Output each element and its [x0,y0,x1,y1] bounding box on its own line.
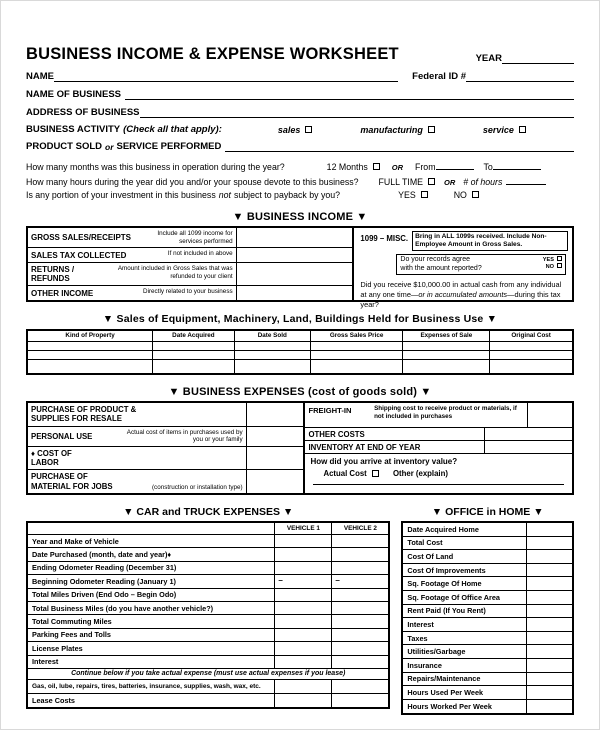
column-header: Kind of Property [28,331,153,341]
row-label: Gas, oil, lube, repairs, tires, batteries, insurance, supplies, wash, wax, etc. [32,683,261,691]
empty-cell[interactable] [403,342,490,350]
column-header: Expenses of Sale [403,331,490,341]
product-sold-field[interactable] [225,141,574,152]
year-field[interactable] [502,53,574,64]
vehicle2-cell[interactable] [331,656,388,668]
row-label: Utilities/Garbage [407,647,466,657]
empty-cell[interactable] [235,360,311,373]
table-row [403,618,572,632]
equipment-sales-table [26,329,574,375]
inventory-row [305,441,572,454]
sales-checkbox[interactable] [305,126,312,133]
inventory-label: INVENTORY AT END OF YEAR [308,443,421,452]
vehicle2-cell[interactable] [331,535,388,547]
car-truck-section [26,506,390,715]
empty-cell[interactable] [403,351,490,359]
office-in-home-title: ▼ OFFICE in HOME ▼ [431,506,544,518]
option-service-label: service [482,124,514,135]
column-header: Date Sold [235,331,311,341]
misc-1099-panel [354,228,572,309]
misc-1099-label: 1099 – MISC. [360,234,409,243]
vehicle1-cell[interactable]: – [274,575,331,587]
row-label: Cost Of Improvements [407,565,486,575]
vehicle1-cell[interactable] [274,589,331,601]
table-row [403,523,572,537]
manufacturing-checkbox[interactable] [428,126,435,133]
vehicle1-cell[interactable] [274,694,331,707]
value-cell[interactable] [526,537,572,550]
row-label: Sq. Footage Of Home [407,579,482,589]
value-cell[interactable] [526,700,572,714]
name-field[interactable] [54,71,398,82]
vehicle1-header: VEHICLE 1 [274,523,331,534]
row-label: Taxes [407,633,428,643]
row-label: PURCHASE OF MATERIAL FOR JOBS [31,472,113,491]
payback-yes-label: YES [398,190,416,200]
amount-cell[interactable] [527,403,572,427]
amount-cell[interactable] [236,286,353,300]
payback-not: not [218,190,231,200]
value-cell[interactable] [526,686,572,699]
vehicle-header-row [28,523,388,535]
table-row [28,656,388,669]
business-activity-row [26,124,574,135]
service-checkbox[interactable] [519,126,526,133]
vehicle1-cell[interactable] [274,535,331,547]
table-row [28,470,303,493]
car-truck-title: ▼ CAR and TRUCK EXPENSES ▼ [123,506,294,518]
vehicle1-cell[interactable] [274,656,331,668]
year-label: YEAR [475,53,502,64]
full-time-label: FULL TIME [378,176,424,187]
value-cell[interactable] [526,632,572,645]
table-row [403,700,572,714]
product-sold-label: PRODUCT SOLD [26,141,102,152]
empty-cell[interactable] [28,360,153,373]
freight-label: FREIGHT-IN [308,406,352,415]
twelve-months-label: 12 Months [326,162,368,172]
value-cell[interactable] [526,618,572,631]
hours-question-row [26,176,574,187]
payback-question-post: subject to payback by you? [233,190,341,200]
records-yes-checkbox[interactable] [557,256,562,261]
office-in-home-section [401,506,574,715]
value-cell[interactable] [526,591,572,604]
vehicle2-cell[interactable] [331,589,388,601]
freight-row [305,403,572,428]
other-explain-label: Other (explain) [392,469,448,478]
table-row [28,694,388,707]
freight-desc: Shipping cost to receive product or materials, if not included in purchases [374,405,517,420]
empty-cell[interactable] [311,351,403,359]
car-truck-table [26,521,390,709]
table-row [28,447,303,471]
check-all-note: (Check all that apply): [123,124,222,135]
inventory-question: How did you arrive at inventory value? [310,457,458,466]
payback-question-pre: Is any portion of your investment in this business [26,190,216,200]
amount-cell[interactable] [236,248,353,262]
amount-cell[interactable] [246,447,304,470]
address-label: ADDRESS OF BUSINESS [26,107,140,118]
business-income-title: ▼ BUSINESS INCOME ▼ [232,211,368,223]
vehicle1-cell[interactable] [274,602,331,614]
vehicle1-cell[interactable] [274,615,331,627]
empty-cell[interactable] [153,360,235,373]
num-hours-label: # of hours [463,176,503,187]
row-desc: Include all 1099 income for services performed [157,230,233,245]
empty-cell[interactable] [28,342,153,350]
table-row [28,629,388,642]
questions-block [26,161,574,200]
row-label: ♦ COST OF LABOR [31,448,72,468]
payback-question-row [26,190,574,200]
table-row [403,550,572,564]
records-question-line2: with the amount reported? [400,264,482,272]
row-label: Date Purchased (month, date and year)♦ [32,550,172,560]
row-label: Total Cost [407,538,443,548]
row-label: Ending Odometer Reading (December 31) [32,563,177,573]
table-row [28,562,388,575]
header [26,45,574,64]
table-row [28,286,352,300]
row-desc: (construction or installation type) [151,483,243,491]
actual-cost-checkbox[interactable] [372,470,379,477]
vehicle2-cell[interactable] [331,615,388,627]
row-label: RETURNS / REFUNDS [31,265,75,284]
office-in-home-table [401,521,574,715]
amount-cell[interactable] [246,427,304,446]
amount-cell[interactable] [246,403,304,426]
empty-cell[interactable] [311,342,403,350]
value-cell[interactable] [526,659,572,672]
from-label: From [415,162,436,172]
bottom-section [26,506,574,715]
vehicle2-cell[interactable] [331,629,388,641]
to-field[interactable] [493,161,541,170]
records-no-label: NO [545,263,554,270]
table-row [28,575,388,588]
row-label: SALES TAX COLLECTED [31,250,127,260]
empty-cell[interactable] [153,342,235,350]
row-label: Interest [407,619,434,629]
value-cell[interactable] [526,605,572,618]
row-desc: If not included in above [167,250,233,258]
row-desc: Amount included in Gross Sales that was refunded to your client [117,265,233,280]
cash-question-pre: Did you receive $10,000.00 in actual cash from any individual at any one time— [360,280,562,299]
empty-cell[interactable] [403,360,490,373]
row-label: Cost Of Land [407,551,454,561]
other-costs-label: OTHER COSTS [308,430,365,439]
other-costs-row [305,428,572,441]
row-desc: Actual cost of items in purchases used by you or your family [126,428,243,444]
empty-cell[interactable] [311,360,403,373]
row-label: Total Commuting Miles [32,617,112,627]
value-cell[interactable] [526,564,572,577]
row-label: Hours Worked Per Week [407,702,492,712]
vehicle2-cell[interactable] [331,642,388,654]
table-row [28,602,388,615]
vehicle2-cell[interactable] [331,562,388,574]
value-cell[interactable] [526,673,572,686]
column-header: Gross Sales Price [311,331,403,341]
row-label: GROSS SALES/RECEIPTS [31,233,132,243]
amount-cell[interactable] [236,228,353,247]
value-cell[interactable] [526,645,572,658]
to-label: To [483,162,493,172]
value-cell[interactable] [526,550,572,563]
amount-cell[interactable] [246,470,304,493]
records-yes-label: YES [542,256,554,263]
or-label: OR [391,163,403,172]
business-expenses-title: ▼ BUSINESS EXPENSES (cost of goods sold) ▼ [168,386,432,398]
address-row [26,107,574,118]
row-label: OTHER INCOME [31,288,94,298]
row-desc: Directly related to your business [143,288,233,296]
row-label: Parking Fees and Tolls [32,630,111,640]
row-label: Interest [32,657,59,667]
table-row [403,577,572,591]
table-row [403,632,572,646]
table-row [403,564,572,578]
months-question: How many months was this business in operation during the year? [26,162,285,172]
vehicle2-cell[interactable]: – [331,575,388,587]
full-time-checkbox[interactable] [428,178,435,185]
table-row [28,642,388,655]
name-row [26,71,574,82]
amount-cell[interactable] [484,441,572,453]
table-row [28,427,303,447]
empty-cell[interactable] [490,360,572,373]
or-label: OR [444,177,456,187]
table-row [28,403,303,427]
vehicle1-cell[interactable] [274,629,331,641]
table-row [403,673,572,687]
records-no-checkbox[interactable] [557,263,562,268]
expenses-right [305,403,572,493]
table-row [28,589,388,602]
payback-no-label: NO [453,190,467,200]
column-header: Date Acquired [153,331,235,341]
hours-question: How many hours during the year did you and/or your spouse devote to this business? [26,176,359,187]
table-row [28,263,352,286]
row-label: Repairs/Maintenance [407,674,481,684]
cash-question [358,280,568,309]
table-row [403,605,572,619]
inventory-options [305,466,572,478]
service-performed-label: SERVICE PERFORMED [116,141,222,152]
row-label: PERSONAL USE [31,431,93,441]
federal-id-field[interactable] [466,71,574,82]
cash-question-post: —during this tax year? [360,289,561,309]
table-row [28,351,572,360]
or-label: or [105,142,114,152]
vehicle2-cell[interactable] [331,694,388,707]
vehicle1-cell[interactable] [274,548,331,560]
business-income-table [26,226,574,309]
row-label: Rent Paid (If You Rent) [407,606,486,616]
from-field[interactable] [436,161,474,170]
vehicle1-cell[interactable] [274,562,331,574]
empty-cell[interactable] [153,351,235,359]
empty-cell[interactable] [28,351,153,359]
value-cell[interactable] [526,577,572,590]
table-row [28,535,388,548]
table-row [403,537,572,551]
continue-note: Continue below if you take actual expense (must use actual expenses if you lease) [28,669,388,681]
empty-cell[interactable] [235,351,311,359]
equipment-sales-title: ▼ Sales of Equipment, Machinery, Land, Buildings Held for Business Use ▼ [102,313,498,325]
vehicle2-cell[interactable] [331,680,388,692]
row-label: Year and Make of Vehicle [32,536,119,546]
table-row [28,615,388,628]
table-row [28,548,388,561]
business-name-row [26,89,574,100]
table-row [28,228,352,248]
row-label: Insurance [407,660,442,670]
months-question-row [26,161,574,172]
amount-cell[interactable] [484,428,572,440]
row-label: PURCHASE OF PRODUCT & SUPPLIES FOR RESALE [31,405,137,424]
federal-id-label: Federal ID # [412,71,466,82]
payback-yes-checkbox[interactable] [421,191,428,198]
business-expenses-table [26,401,574,495]
row-label: License Plates [32,643,83,653]
records-question-line1: Do your records agree [400,255,471,263]
vehicle2-header: VEHICLE 2 [331,523,388,534]
option-manufacturing-label: manufacturing [360,124,423,135]
column-header: Original Cost [511,332,551,339]
vehicle2-cell[interactable] [331,548,388,560]
table-row [28,248,352,263]
page-title: BUSINESS INCOME & EXPENSE WORKSHEET [26,45,399,63]
row-label: Hours Used Per Week [407,687,484,697]
row-label: Lease Costs [32,695,75,705]
table-row [28,680,388,693]
business-activity-label: BUSINESS ACTIVITY [26,124,121,135]
equipment-header-row [28,331,572,342]
empty-cell[interactable] [490,351,572,359]
payback-no-checkbox[interactable] [472,191,479,198]
product-sold-row [26,141,574,152]
misc-1099-note: Bring in ALL 1099s received. Include Non-Employee Amount in Gross Sales. [412,231,568,251]
address-field[interactable] [140,107,575,118]
twelve-months-checkbox[interactable] [373,163,380,170]
income-rows [28,228,354,300]
row-label: Total Business Miles (do you have another vehicle?) [32,603,214,613]
records-agree-box [396,254,566,276]
empty-cell[interactable] [490,342,572,350]
value-cell[interactable] [526,523,572,536]
table-row [403,659,572,673]
table-row [28,360,572,373]
amount-cell[interactable] [236,263,353,285]
row-label: Sq. Footage Of Office Area [407,592,500,602]
vehicle2-cell[interactable] [331,602,388,614]
cash-question-italic: or in accumulated amounts [418,289,508,299]
explain-field[interactable] [313,484,564,485]
vehicle1-cell[interactable] [274,680,331,692]
num-hours-field[interactable] [506,176,546,185]
row-label: Beginning Odometer Reading (January 1) [32,576,176,586]
empty-cell[interactable] [235,342,311,350]
vehicle1-cell[interactable] [274,642,331,654]
name-label: NAME [26,71,54,82]
table-row [28,342,572,351]
business-name-label: NAME OF BUSINESS [26,89,122,100]
row-label: Total Miles Driven (End Odo – Begin Odo) [32,590,177,600]
table-row [403,645,572,659]
option-sales-label: sales [277,124,301,135]
business-name-field[interactable] [125,89,574,100]
row-label: Date Acquired Home [407,524,479,534]
actual-cost-label: Actual Cost [323,469,367,478]
table-row [403,686,572,700]
table-row [403,591,572,605]
expenses-left [28,403,305,493]
